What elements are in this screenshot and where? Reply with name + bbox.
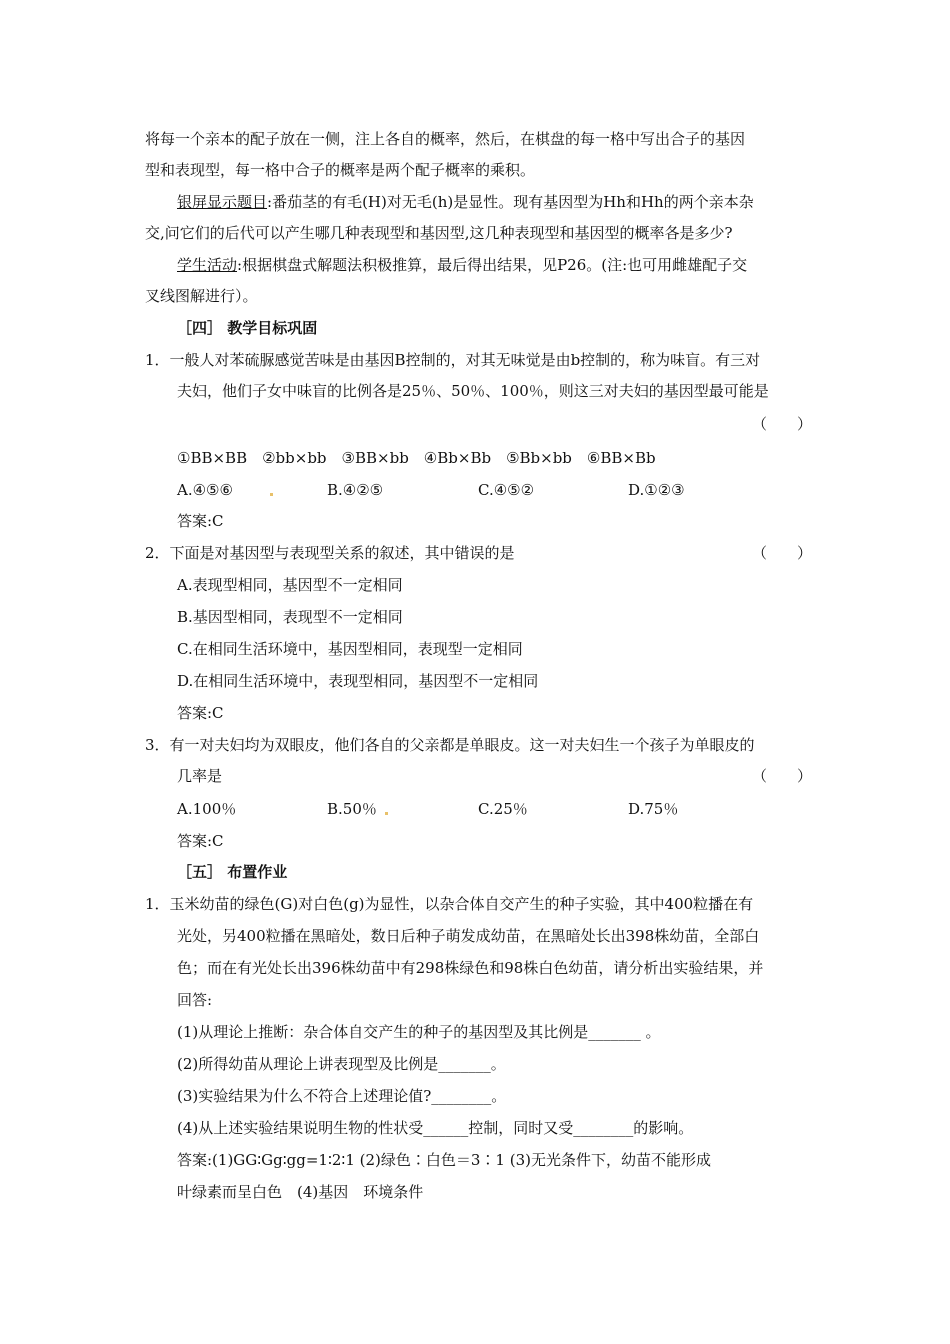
q2-answer-paren: （ ）: [752, 544, 813, 562]
q3-option-c: C.25％: [478, 800, 528, 818]
q3-line-1: 3．有一对夫妇均为双眼皮，他们各自的父亲都是单眼皮。这一对夫妇生一个孩子为单眼皮的: [145, 736, 755, 754]
q1-line-2: 夫妇，他们子女中味盲的比例各是25％、50％、100％，则这三对夫妇的基因型最可能是: [177, 382, 769, 400]
q2-line-1: 2．下面是对基因型与表现型关系的叙述，其中错误的是: [145, 544, 515, 562]
hw1-line-4: 回答:: [177, 991, 213, 1009]
q3-option-b: B.50％: [327, 800, 377, 818]
q1-option-b: B.④②⑤: [327, 481, 384, 499]
ink-speck: [385, 812, 388, 815]
screen-text: :番茄茎的有毛(H)对无毛(h)是显性。现有基因型为Hh和Hh的两个亲本杂: [267, 193, 754, 211]
q3-answer: 答案:C: [177, 832, 224, 850]
hw1-line-3: 色；而在有光处长出396株幼苗中有298株绿色和98株白色幼苗，请分析出实验结果，并: [177, 959, 764, 977]
q2-option-c: C.在相同生活环境中，基因型相同，表现型一定相同: [177, 640, 523, 658]
student-label: 学生活动: [177, 256, 238, 274]
q3-option-a: A.100％: [177, 800, 237, 818]
intro-line-1: 将每一个亲本的配子放在一侧，注上各自的概率，然后，在棋盘的每一格中写出合子的基因: [145, 130, 746, 148]
q2-answer: 答案:C: [177, 704, 224, 722]
hw1-answer-line-1: 答案:(1)GG∶Gg∶gg=1∶2∶1 (2)绿色∶白色＝3∶1 (3)无光条件下，幼苗不能形成: [177, 1151, 711, 1169]
q1-line-1: 1．一般人对苯硫脲感觉苦味是由基因B控制的，对其无味觉是由b控制的，称为味盲。有三对: [145, 351, 761, 369]
screen-label: 银屏显示题目: [177, 193, 268, 211]
section-4-heading: ［四］ 教学目标巩固: [177, 319, 318, 337]
hw1-answer-line-2: 叶绿素而呈白色 (4)基因 环境条件: [177, 1183, 424, 1201]
q3-option-d: D.75％: [628, 800, 679, 818]
q2-option-b: B.基因型相同，表现型不一定相同: [177, 608, 403, 626]
section-5-heading: ［五］ 布置作业: [177, 863, 288, 881]
q3-answer-paren: （ ）: [752, 767, 813, 785]
hw1-subquestion-4: (4)从上述实验结果说明生物的性状受______控制，同时又受________的影响。: [177, 1119, 694, 1137]
q1-option-c: C.④⑤②: [478, 481, 535, 499]
student-activity-line-1: [177, 255, 747, 275]
q3-line-2: 几率是: [177, 767, 223, 785]
q2-option-a: A.表现型相同，基因型不一定相同: [177, 576, 403, 594]
q2-option-d: D.在相同生活环境中，表现型相同，基因型不一定相同: [177, 672, 539, 690]
q1-answer: 答案:C: [177, 512, 224, 530]
hw1-subquestion-3: (3)实验结果为什么不符合上述理论值?________。: [177, 1087, 507, 1105]
intro-line-2: 型和表现型，每一格中合子的概率是两个配子概率的乘积。: [145, 161, 536, 179]
q1-gene-options: ①BB×BB ②bb×bb ③BB×bb ④Bb×Bb ⑤Bb×bb ⑥BB×Bb: [177, 449, 656, 467]
screen-question-line-1: [177, 192, 754, 212]
q1-answer-paren: （ ）: [752, 415, 813, 433]
hw1-subquestion-1: (1)从理论上推断：杂合体自交产生的种子的基因型及其比例是_______ 。: [177, 1023, 661, 1041]
hw1-line-1: 1．玉米幼苗的绿色(G)对白色(g)为显性，以杂合体自交产生的种子实验，其中400粒播在有: [145, 895, 754, 913]
q1-option-d: D.①②③: [628, 481, 685, 499]
hw1-line-2: 光处，另400粒播在黑暗处，数日后种子萌发成幼苗，在黑暗处长出398株幼苗，全部白: [177, 927, 760, 945]
screen-question-line-2: 交,问它们的后代可以产生哪几种表现型和基因型,这几种表现型和基因型的概率各是多少?: [145, 224, 733, 242]
student-activity-line-2: 叉线图解进行）。: [145, 287, 258, 305]
q1-option-a: A.④⑤⑥: [177, 481, 233, 499]
hw1-subquestion-2: (2)所得幼苗从理论上讲表现型及比例是_______。: [177, 1055, 506, 1073]
student-text: :根据棋盘式解题法积极推算，最后得出结果，见P26。(注:也可用雌雄配子交: [237, 256, 748, 274]
ink-speck: [270, 493, 273, 496]
